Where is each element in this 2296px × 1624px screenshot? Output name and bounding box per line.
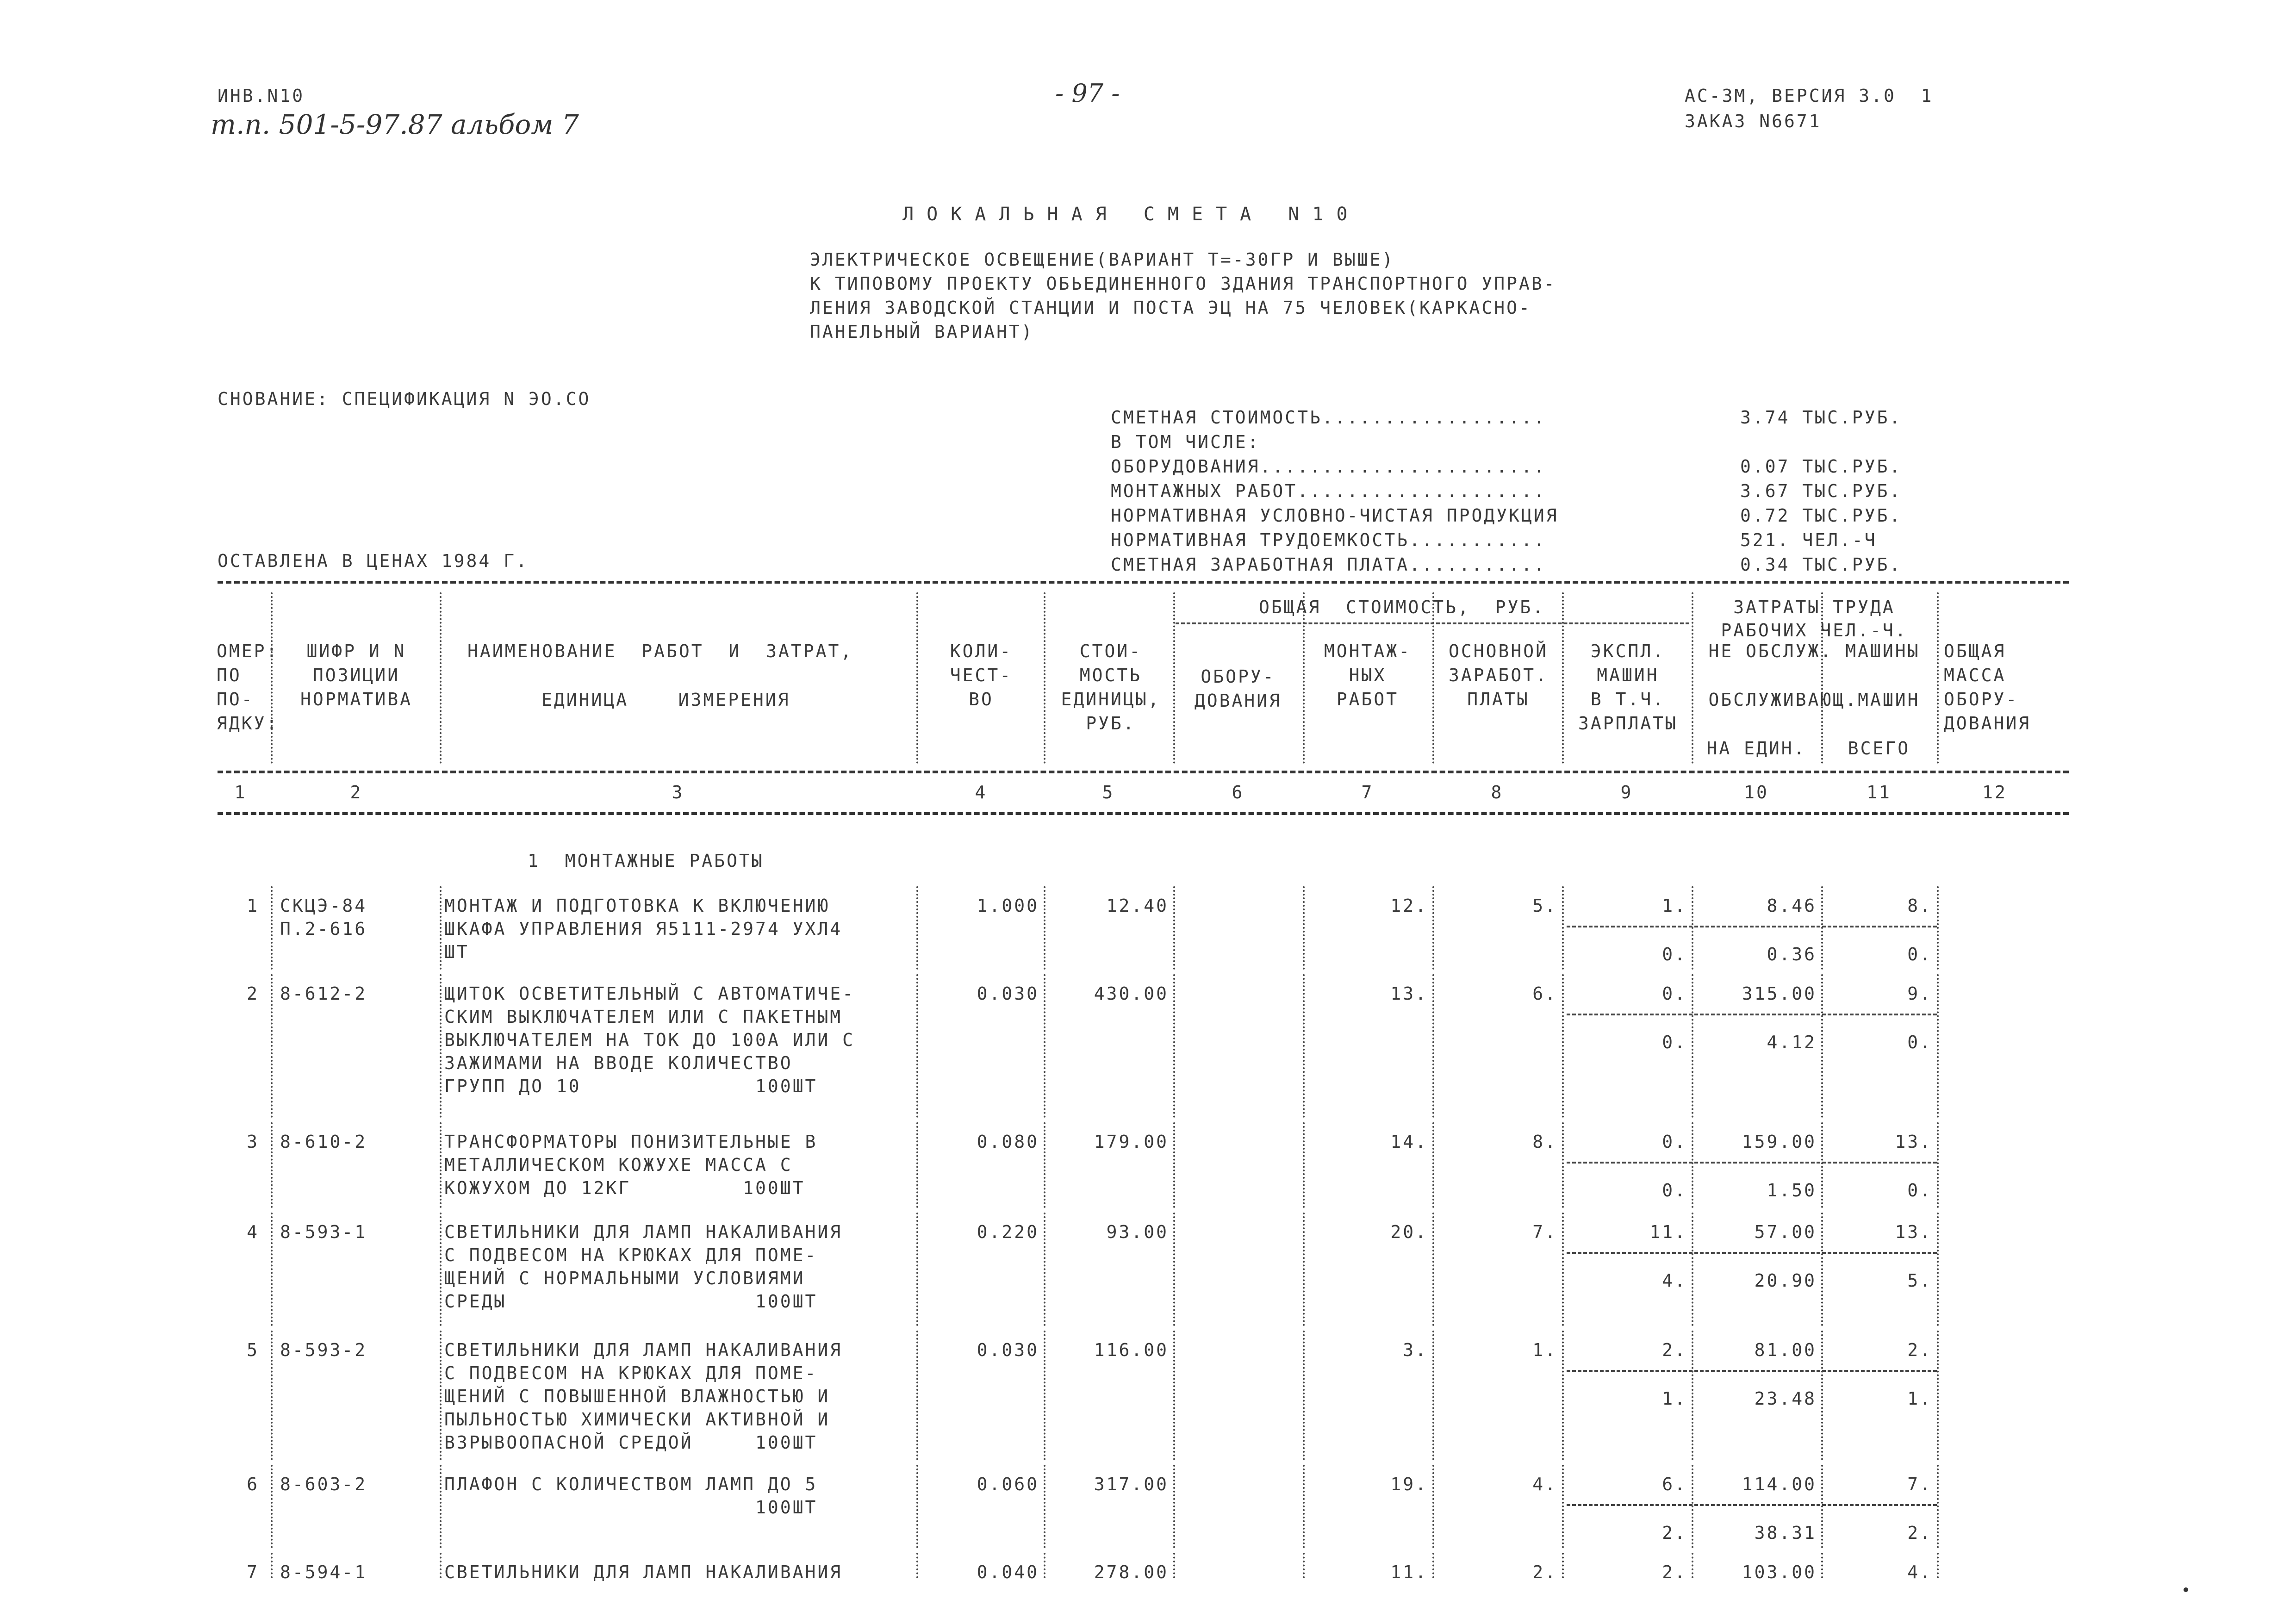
column-separator	[1432, 886, 1434, 970]
table-top-rule	[218, 581, 2069, 584]
column-separator	[1937, 1122, 1939, 1208]
header-col-7: МОНТАЖ-	[1324, 641, 1412, 661]
header-col-6: ДОВАНИЯ	[1194, 691, 1282, 711]
column-separator	[440, 592, 442, 764]
norm-code: 8-603-2	[280, 1474, 367, 1494]
summary-label: ОБОРУДОВАНИЯ.......................	[1111, 456, 1546, 477]
header-col-12: ДОВАНИЯ	[1944, 713, 2031, 734]
cost-group-rule	[1176, 622, 1689, 624]
header-col-2: НОРМАТИВА	[300, 689, 412, 709]
column-separator	[1821, 1553, 1823, 1578]
order-number: ЗАКАЗ N6671	[1685, 111, 1822, 131]
machine-salary: 2.	[1662, 1523, 1687, 1543]
header-col-8: ЗАРАБОТ.	[1448, 665, 1549, 685]
machine-cost: 2.	[1662, 1562, 1687, 1582]
header-labor-group-sub: РАБОЧИХ ЧЕЛ.-Ч.	[1721, 620, 1908, 641]
row-number: 1	[247, 896, 259, 916]
work-name: СВЕТИЛЬНИКИ ДЛЯ ЛАМП НАКАЛИВАНИЯ	[444, 1222, 843, 1242]
labor-serving-total: 0.	[1907, 944, 1932, 964]
header-col-1: ЯДКУ:	[217, 713, 279, 734]
column-separator	[440, 1122, 442, 1208]
labor-serving-per-unit: 38.31	[1754, 1523, 1817, 1543]
column-separator	[1562, 1553, 1564, 1578]
labor-serving-total: 2.	[1907, 1523, 1932, 1543]
column-separator	[916, 886, 918, 970]
labor-total: 13.	[1895, 1222, 1932, 1242]
column-separator	[1821, 886, 1823, 970]
base-salary: 7.	[1532, 1222, 1557, 1242]
column-separator	[1821, 974, 1823, 1118]
norm-code: СКЦЭ-84	[280, 896, 367, 916]
column-number: 8	[1491, 782, 1504, 803]
column-separator	[1173, 1122, 1175, 1208]
work-name: МОНТАЖ И ПОДГОТОВКА К ВКЛЮЧЕНИЮ	[444, 896, 830, 916]
header-labor-group: ЗАТРАТЫ ТРУДА	[1733, 597, 1895, 617]
norm-code: 8-612-2	[280, 983, 367, 1004]
work-name: ПЛАФОН С КОЛИЧЕСТВОМ ЛАМП ДО 5	[444, 1474, 818, 1494]
column-separator	[1692, 1331, 1693, 1460]
machine-cost: 1.	[1662, 896, 1687, 916]
base-salary: 8.	[1532, 1132, 1557, 1152]
machine-salary: 4.	[1662, 1270, 1687, 1291]
unit-price: 430.00	[1094, 983, 1169, 1004]
header-col-5: МОСТЬ	[1079, 665, 1142, 685]
column-separator	[1303, 1213, 1305, 1326]
labor-total: 13.	[1895, 1132, 1932, 1152]
summary-label: СМЕТНАЯ ЗАРАБОТНАЯ ПЛАТА...........	[1111, 554, 1546, 575]
column-separator	[1692, 1465, 1693, 1548]
machine-salary: 1.	[1662, 1388, 1687, 1409]
version-label: АС-3М, ВЕРСИЯ 3.0 1	[1685, 86, 1934, 106]
column-separator	[440, 1213, 442, 1326]
column-number: 3	[672, 782, 684, 803]
labor-per-unit: 81.00	[1754, 1340, 1817, 1360]
header-labor-served: ОБСЛУЖИВАЮЩ.МАШИН	[1708, 690, 1920, 710]
summary-value: 521. ЧЕЛ.-Ч	[1740, 530, 1877, 550]
column-separator	[1562, 1122, 1564, 1208]
column-separator	[1173, 974, 1175, 1118]
labor-serving-per-unit: 1.50	[1767, 1180, 1817, 1201]
scan-dot	[2184, 1587, 2188, 1592]
labor-per-unit: 159.00	[1742, 1132, 1817, 1152]
base-salary: 5.	[1532, 896, 1557, 916]
work-name: ТРАНСФОРМАТОРЫ ПОНИЗИТЕЛЬНЫЕ В	[444, 1132, 818, 1152]
labor-total: 7.	[1907, 1474, 1932, 1494]
quantity: 0.030	[977, 983, 1039, 1004]
column-separator	[1432, 1122, 1434, 1208]
subtitle-line: ЭЛЕКТРИЧЕСКОЕ ОСВЕЩЕНИЕ(ВАРИАНТ T=-30ГР И ВЫШЕ)	[810, 249, 1395, 270]
column-separator	[440, 1331, 442, 1460]
column-separator	[1432, 974, 1434, 1118]
subtitle-line: ПАНЕЛЬНЫЙ ВАРИАНТ)	[810, 322, 1034, 342]
labor-serving-per-unit: 4.12	[1767, 1032, 1817, 1052]
column-separator	[916, 1213, 918, 1326]
column-separator	[1432, 1553, 1434, 1578]
header-col-1: ПО-	[217, 689, 254, 709]
header-col-7: РАБОТ	[1336, 689, 1399, 709]
page-number: - 97 -	[1055, 79, 1120, 108]
installation-cost: 11.	[1390, 1562, 1428, 1582]
handwritten-project-ref: т.п. 501-5-97.87 альбом 7	[211, 109, 579, 140]
column-separator	[440, 1553, 442, 1578]
summary-label: В ТОМ ЧИСЛЕ:	[1111, 432, 1260, 452]
quantity: 0.030	[977, 1340, 1039, 1360]
header-col-4: ЧЕСТ-	[950, 665, 1013, 685]
column-separator	[1562, 974, 1564, 1118]
column-number: 1	[234, 782, 247, 803]
column-number: 6	[1232, 782, 1244, 803]
column-separator	[1303, 1122, 1305, 1208]
header-bottom-rule	[218, 771, 2069, 773]
header-col-2: ШИФР И N	[306, 641, 406, 661]
column-separator	[1692, 592, 1693, 764]
column-separator	[271, 1331, 273, 1460]
summary-label: НОРМАТИВНАЯ УСЛОВНО-ЧИСТАЯ ПРОДУКЦИЯ	[1111, 505, 1559, 526]
column-separator	[1044, 1465, 1045, 1548]
work-name: 100ШТ	[444, 1497, 818, 1518]
column-number: 10	[1744, 782, 1769, 803]
header-col-5: РУБ.	[1086, 713, 1136, 734]
header-col-1: ОМЕР:	[217, 641, 279, 661]
work-name: ГРУПП ДО 10 100ШТ	[444, 1076, 818, 1096]
column-separator	[1937, 1465, 1939, 1548]
column-separator	[440, 974, 442, 1118]
summary-value: 0.07 ТЫС.РУБ.	[1740, 456, 1902, 477]
work-name: МЕТАЛЛИЧЕСКОМ КОЖУХЕ МАССА С	[444, 1155, 793, 1175]
column-separator	[1692, 1553, 1693, 1578]
machine-cost: 11.	[1649, 1222, 1687, 1242]
summary-value: 3.67 ТЫС.РУБ.	[1740, 481, 1902, 501]
column-separator	[1303, 886, 1305, 970]
column-number: 2	[350, 782, 363, 803]
column-separator	[1692, 1122, 1693, 1208]
column-separator	[1692, 974, 1693, 1118]
row-subrule	[1567, 1162, 1937, 1164]
subtitle-line: К ТИПОВОМУ ПРОЕКТУ ОБЬЕДИНЕННОГО ЗДАНИЯ ТРАНСПОРТНОГО УПРАВ-	[810, 274, 1556, 294]
column-separator	[1821, 1465, 1823, 1548]
column-separator	[1173, 1331, 1175, 1460]
column-number: 5	[1102, 782, 1115, 803]
column-separator	[1821, 1331, 1823, 1460]
column-separator	[1937, 1553, 1939, 1578]
work-name: ЩЕНИЙ С ПОВЫШЕННОЙ ВЛАЖНОСТЬЮ И	[444, 1386, 830, 1406]
summary-label: НОРМАТИВНАЯ ТРУДОЕМКОСТЬ...........	[1111, 530, 1546, 550]
column-number: 4	[975, 782, 988, 803]
labor-per-unit: 315.00	[1742, 983, 1817, 1004]
column-separator	[440, 886, 442, 970]
norm-code: П.2-616	[280, 919, 367, 939]
installation-cost: 12.	[1390, 896, 1428, 916]
work-name: ВЫКЛЮЧАТЕЛЕМ НА ТОК ДО 100А ИЛИ С	[444, 1030, 855, 1050]
column-separator	[1303, 1331, 1305, 1460]
column-separator	[1044, 1553, 1045, 1578]
installation-cost: 3.	[1403, 1340, 1428, 1360]
column-separator	[1432, 1331, 1434, 1460]
base-salary: 1.	[1532, 1340, 1557, 1360]
installation-cost: 14.	[1390, 1132, 1428, 1152]
column-separator	[1044, 1122, 1045, 1208]
row-subrule	[1567, 1504, 1937, 1506]
quantity: 1.000	[977, 896, 1039, 916]
column-separator	[1432, 1213, 1434, 1326]
column-separator	[1173, 1213, 1175, 1326]
header-col-4: КОЛИ-	[950, 641, 1013, 661]
base-salary: 4.	[1532, 1474, 1557, 1494]
row-subrule	[1567, 1252, 1937, 1254]
column-separator	[1303, 592, 1305, 764]
unit-price: 93.00	[1106, 1222, 1169, 1242]
base-salary: 2.	[1532, 1562, 1557, 1582]
work-name: СВЕТИЛЬНИКИ ДЛЯ ЛАМП НАКАЛИВАНИЯ	[444, 1340, 843, 1360]
column-separator	[1937, 1331, 1939, 1460]
work-name: ЗАЖИМАМИ НА ВВОДЕ КОЛИЧЕСТВО	[444, 1053, 793, 1073]
labor-serving-total: 1.	[1907, 1388, 1932, 1409]
column-separator	[916, 1465, 918, 1548]
column-separator	[1173, 886, 1175, 970]
machine-salary: 0.	[1662, 944, 1687, 964]
header-col-5: ЕДИНИЦЫ,	[1061, 689, 1161, 709]
unit-price: 317.00	[1094, 1474, 1169, 1494]
work-name: ЩЕНИЙ С НОРМАЛЬНЫМИ УСЛОВИЯМИ	[444, 1268, 805, 1288]
labor-serving-total: 0.	[1907, 1032, 1932, 1052]
work-name: ПЫЛЬНОСТЬЮ ХИМИЧЕСКИ АКТИВНОЙ И	[444, 1409, 830, 1430]
labor-total: 8.	[1907, 896, 1932, 916]
header-col-8: ПЛАТЫ	[1467, 689, 1530, 709]
document-title: ЛОКАЛЬНАЯ СМЕТА N10	[902, 204, 1361, 225]
header-col-5: СТОИ-	[1079, 641, 1142, 661]
column-separator	[1044, 886, 1045, 970]
column-separator	[271, 592, 273, 764]
column-separator	[1562, 886, 1564, 970]
column-separator	[916, 592, 918, 764]
summary-label: МОНТАЖНЫХ РАБОТ....................	[1111, 481, 1546, 501]
header-col-2: ПОЗИЦИИ	[312, 665, 400, 685]
column-number-rule	[218, 812, 2069, 815]
work-name: СКИМ ВЫКЛЮЧАТЕЛЕМ ИЛИ С ПАКЕТНЫМ	[444, 1007, 843, 1027]
header-labor-per-unit: НА ЕДИН.	[1706, 738, 1806, 759]
row-number: 4	[247, 1222, 259, 1242]
labor-per-unit: 8.46	[1767, 896, 1817, 916]
unit-price: 116.00	[1094, 1340, 1169, 1360]
document-subtitle	[810, 248, 1556, 344]
column-separator	[1044, 1331, 1045, 1460]
section-title: 1 МОНТАЖНЫЕ РАБОТЫ	[528, 851, 764, 871]
column-separator	[1562, 1213, 1564, 1326]
column-separator	[1044, 592, 1045, 764]
subtitle-line: ЛЕНИЯ ЗАВОДСКОЙ СТАНЦИИ И ПОСТА ЭЦ НА 75 ЧЕЛОВЕК(КАРКАСНО-	[810, 298, 1531, 318]
machine-cost: 6.	[1662, 1474, 1687, 1494]
machine-cost: 0.	[1662, 983, 1687, 1004]
column-separator	[1562, 1465, 1564, 1548]
machine-salary: 0.	[1662, 1032, 1687, 1052]
header-col-1: ПО	[217, 665, 242, 685]
header-col-4: ВО	[969, 689, 994, 709]
norm-code: 8-594-1	[280, 1562, 367, 1582]
column-separator	[1173, 1465, 1175, 1548]
unit-price: 179.00	[1094, 1132, 1169, 1152]
column-separator	[1937, 886, 1939, 970]
summary-value: 3.74 ТЫС.РУБ.	[1740, 407, 1902, 428]
row-number: 7	[247, 1562, 259, 1582]
work-name: ЩИТОК ОСВЕТИТЕЛЬНЫЙ С АВТОМАТИЧЕ-	[444, 983, 855, 1004]
norm-code: 8-593-2	[280, 1340, 367, 1360]
column-number: 12	[1982, 782, 2007, 803]
column-separator	[271, 974, 273, 1118]
column-separator	[916, 1122, 918, 1208]
labor-serving-per-unit: 23.48	[1754, 1388, 1817, 1409]
work-name: ШКАФА УПРАВЛЕНИЯ Я5111-2974 УХЛ4	[444, 919, 843, 939]
header-cost-group: ОБЩАЯ СТОИМОСТЬ, РУБ.	[1259, 597, 1545, 617]
row-number: 3	[247, 1132, 259, 1152]
work-name: ВЗРЫВООПАСНОЙ СРЕДОЙ 100ШТ	[444, 1432, 818, 1453]
header-col-12: МАССА	[1944, 665, 2006, 685]
header-col-7: НЫХ	[1349, 665, 1387, 685]
quantity: 0.040	[977, 1562, 1039, 1582]
machine-cost: 0.	[1662, 1132, 1687, 1152]
labor-per-unit: 57.00	[1754, 1222, 1817, 1242]
work-name: СРЕДЫ 100ШТ	[444, 1291, 818, 1312]
work-name: КОЖУХОМ ДО 12КГ 100ШТ	[444, 1178, 805, 1198]
column-separator	[271, 1213, 273, 1326]
column-separator	[1432, 1465, 1434, 1548]
column-separator	[1692, 1213, 1693, 1326]
header-col-3: НАИМЕНОВАНИЕ РАБОТ И ЗАТРАТ,	[467, 641, 853, 661]
labor-serving-total: 5.	[1907, 1270, 1932, 1291]
labor-per-unit: 114.00	[1742, 1474, 1817, 1494]
column-number: 11	[1867, 782, 1892, 803]
quantity: 0.060	[977, 1474, 1039, 1494]
work-name: СВЕТИЛЬНИКИ ДЛЯ ЛАМП НАКАЛИВАНИЯ	[444, 1562, 843, 1582]
row-subrule	[1567, 1370, 1937, 1372]
norm-code: 8-593-1	[280, 1222, 367, 1242]
summary-value: 0.72 ТЫС.РУБ.	[1740, 505, 1902, 526]
column-separator	[1173, 1553, 1175, 1578]
column-separator	[1937, 974, 1939, 1118]
column-number: 7	[1361, 782, 1374, 803]
header-col-8: ОСНОВНОЙ	[1448, 641, 1549, 661]
column-separator	[1821, 1213, 1823, 1326]
quantity: 0.080	[977, 1132, 1039, 1152]
column-separator	[916, 1331, 918, 1460]
labor-per-unit: 103.00	[1742, 1562, 1817, 1582]
column-separator	[1173, 592, 1175, 764]
column-separator	[271, 1465, 273, 1548]
column-number: 9	[1620, 782, 1633, 803]
summary-value: 0.34 ТЫС.РУБ.	[1740, 554, 1902, 575]
header-col-9: ЗАРПЛАТЫ	[1578, 713, 1678, 734]
labor-total: 4.	[1907, 1562, 1932, 1582]
row-number: 6	[247, 1474, 259, 1494]
row-subrule	[1567, 926, 1937, 927]
column-separator	[1937, 1213, 1939, 1326]
column-separator	[1303, 1465, 1305, 1548]
base-salary: 6.	[1532, 983, 1557, 1004]
labor-total: 9.	[1907, 983, 1932, 1004]
header-col-9: ЭКСПЛ.	[1590, 641, 1666, 661]
column-separator	[1044, 1213, 1045, 1326]
basis-line: СНОВАНИЕ: СПЕЦИФИКАЦИЯ N ЭО.СО	[218, 389, 591, 409]
unit-price: 278.00	[1094, 1562, 1169, 1582]
labor-serving-per-unit: 0.36	[1767, 944, 1817, 964]
quantity: 0.220	[977, 1222, 1039, 1242]
labor-serving-total: 0.	[1907, 1180, 1932, 1201]
column-separator	[1044, 974, 1045, 1118]
column-separator	[1303, 974, 1305, 1118]
column-separator	[271, 886, 273, 970]
work-name: С ПОДВЕСОМ НА КРЮКАХ ДЛЯ ПОМЕ-	[444, 1245, 818, 1265]
column-separator	[1937, 592, 1939, 764]
column-separator	[1821, 1122, 1823, 1208]
column-separator	[440, 1465, 442, 1548]
row-subrule	[1567, 1014, 1937, 1015]
row-number: 2	[247, 983, 259, 1004]
header-col-12: ОБЩАЯ	[1944, 641, 2006, 661]
column-separator	[1692, 886, 1693, 970]
machine-cost: 2.	[1662, 1340, 1687, 1360]
column-separator	[1432, 592, 1434, 764]
header-col-3-unit: ЕДИНИЦА ИЗМЕРЕНИЯ	[541, 690, 790, 710]
header-labor-unserved: НЕ ОБСЛУЖ. МАШИНЫ	[1708, 641, 1920, 661]
work-name: ШТ	[444, 942, 469, 962]
installation-cost: 13.	[1390, 983, 1428, 1004]
header-labor-total: ВСЕГО	[1848, 738, 1910, 759]
norm-code: 8-610-2	[280, 1132, 367, 1152]
labor-total: 2.	[1907, 1340, 1932, 1360]
column-separator	[1562, 1331, 1564, 1460]
work-name: С ПОДВЕСОМ НА КРЮКАХ ДЛЯ ПОМЕ-	[444, 1363, 818, 1383]
column-separator	[1562, 592, 1564, 764]
labor-serving-per-unit: 20.90	[1754, 1270, 1817, 1291]
header-col-9: МАШИН	[1597, 665, 1659, 685]
column-separator	[916, 1553, 918, 1578]
column-separator	[1303, 1553, 1305, 1578]
header-col-9: В Т.Ч.	[1590, 689, 1666, 709]
summary-label: СМЕТНАЯ СТОИМОСТЬ..................	[1111, 407, 1546, 428]
column-separator	[271, 1553, 273, 1578]
unit-price: 12.40	[1106, 896, 1169, 916]
installation-cost: 19.	[1390, 1474, 1428, 1494]
installation-cost: 20.	[1390, 1222, 1428, 1242]
header-col-12: ОБОРУ-	[1944, 689, 2019, 709]
row-number: 5	[247, 1340, 259, 1360]
header-col-6: ОБОРУ-	[1201, 666, 1276, 687]
price-level-line: ОСТАВЛЕНА В ЦЕНАХ 1984 Г.	[218, 551, 529, 571]
inventory-number: ИНВ.N10	[218, 86, 305, 106]
column-separator	[271, 1122, 273, 1208]
column-separator	[916, 974, 918, 1118]
column-separator	[1821, 592, 1823, 764]
machine-salary: 0.	[1662, 1180, 1687, 1201]
